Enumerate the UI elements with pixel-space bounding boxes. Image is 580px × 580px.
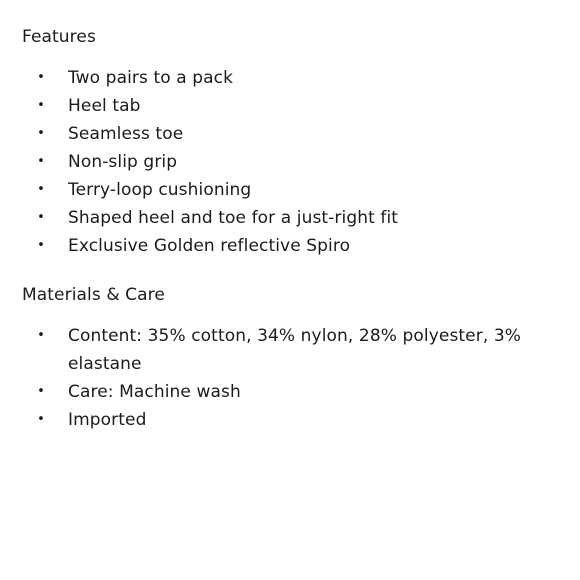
materials-care-heading: Materials & Care <box>22 285 165 305</box>
list-item <box>22 322 558 378</box>
bullet-icon: • <box>37 384 45 399</box>
list-item <box>22 92 558 120</box>
list-item-text: Shaped heel and toe for a just-right fit <box>68 208 399 228</box>
bullet-icon: • <box>37 126 45 141</box>
list-item <box>22 120 558 148</box>
list-item-text: Imported <box>68 410 147 430</box>
list-item <box>22 232 558 260</box>
list-item-text: Two pairs to a pack <box>68 68 234 88</box>
materials-care-list <box>22 322 558 434</box>
bullet-icon: • <box>37 328 45 343</box>
list-item <box>22 378 558 406</box>
features-heading: Features <box>22 27 96 47</box>
list-item <box>22 176 558 204</box>
list-item-text: Non-slip grip <box>68 152 178 172</box>
list-item-text: Content: 35% cotton, 34% nylon, 28% polyester, 3% elastane <box>68 326 521 374</box>
list-item-text: Care: Machine wash <box>68 382 241 402</box>
list-item-text: Exclusive Golden reflective Spiro <box>68 236 351 256</box>
bullet-icon: • <box>37 182 45 197</box>
list-item <box>22 64 558 92</box>
list-item <box>22 148 558 176</box>
list-item <box>22 204 558 232</box>
list-item-text: Terry-loop cushioning <box>68 180 252 200</box>
list-item-text: Seamless toe <box>68 124 184 144</box>
bullet-icon: • <box>37 210 45 225</box>
list-item <box>22 406 558 434</box>
bullet-icon: • <box>37 412 45 427</box>
bullet-icon: • <box>37 98 45 113</box>
bullet-icon: • <box>37 70 45 85</box>
features-list <box>22 64 558 260</box>
list-item-text: Heel tab <box>68 96 141 116</box>
bullet-icon: • <box>37 238 45 253</box>
bullet-icon: • <box>37 154 45 169</box>
